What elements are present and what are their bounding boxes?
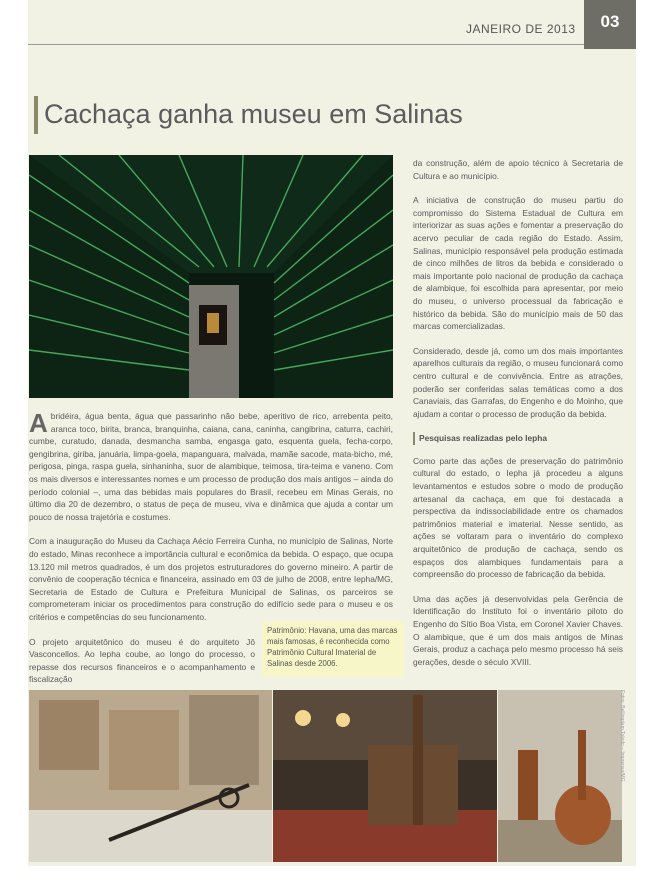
drop-cap: A [29, 408, 48, 438]
bottle-room-photo [29, 155, 393, 398]
article-paragraph-text: bridéira, água benta, água que passarinho não bebe, aperitivo de rico, arrebenta peito, aranca toco, birita, branca, branquinha, caiana, cana, caninha, cangibrina, caturra, cachiri, cumbe, curatudo, danada, desmancha samba, engasga gato, esquenta guela, fecha-corpo, gengibrina, giriba, januária, limpa-goela, mapanguara, malvada, mamãe sacode, mata-bicho, mé, perigosa, pinga, raspa guela, sinhaninha, suor de alambique, teimosa, tira-teima e vaneno. Com os mais diversos e interessantes nomes e um processo de produção dos mais antigos – ainda do período colonial –, uma das bebidas mais populares do Brasil, recebeu em Minas Gerais, no último dia 20 de dezembro, o status de peça de museu, viva e dinâmica que ajuda a contar um pouco de nossa trajetória e costumes. [29, 411, 393, 522]
issue-date: JANEIRO DE 2013 [466, 22, 576, 36]
article-paragraph: Como parte das ações de preservação do patrimônio cultural do estado, o Iepha já procedeu a alguns levantamentos e estudos sobre o modo de produção artesanal da cachaça, em que foi destacada a perspectiva da indissociabilidade entre os chamados patrimônios material e imaterial. Nesse sentido, as ações se voltaram para o inventário do complexo arquitetônico de produção de cachaça, sendo os espaços dos alambiques fundamentais para a compreensão do processo de fabricação da bebida. [413, 455, 623, 580]
mural-plough-photo [29, 690, 272, 862]
header-divider [28, 44, 584, 45]
patrimony-note-box: Patrimônio: Havana, uma das marcas mais famosas, é reconhecida como Patrimônio Cultural Imaterial de Salinas desde 2006. [262, 621, 404, 677]
engine-room-photo [273, 690, 497, 862]
article-paragraph: O projeto arquitetônico do museu é do arquiteto Jô Vasconcellos. Ao Iepha coube, ao longo do processo, o repasse dos recursos financeiros e o acompanhamento e fiscalização [29, 636, 255, 685]
article-title: Cachaça ganha museu em Salinas [44, 99, 463, 129]
page-number: 03 [584, 0, 636, 49]
section-subheading: Pesquisas realizadas pelo Iepha [413, 432, 623, 445]
photo-credit: Fotos: Bellimplam Toledo – Imprensa/MG [619, 690, 625, 782]
title-accent-bar [34, 96, 38, 134]
article-paragraph: Considerado, desde já, como um dos mais importantes aparelhos culturais da região, o museu funcionará como centro cultural e de convivência. Entre as atrações, poderão ser conferidas salas temáticas como a dos Canaviais, das Garrafas, do Engenho e do Moinho, que ajudam a contar o processo de produção da bebida. [413, 345, 623, 419]
article-paragraph: A iniciativa de construção do museu partiu do compromisso do Sistema Estadual de Cultura em interiorizar as suas ações e fomentar a preservação do acervo peculiar de cada região do Estado. Assim, Salinas, município responsável pela produção estimada de cinco milhões de litros da bebida e considerado o mais importante polo nacional de produção da cachaça de alambique, foi escolhida para apresentar, por meio do museu, o universo processual da fabricação e histórico da bebida. São do município mais de 50 das marcas comercializadas. [413, 195, 623, 332]
article-paragraph: Com a inauguração do Museu da Cachaça Aécio Ferreira Cunha, no município de Salinas, Norte do estado, Minas reconhece a importância cultural e econômica da bebida. O espaço, que ocupa 13.120 mil metros quadrados, é um dos projetos estruturadores do governo mineiro. A partir de convênio de cooperação técnica e financeira, assinado em 03 de julho de 2008, entre Iepha/MG, Secretaria de Estado de Cultura e Prefeitura Municipal de Salinas, os parceiros se comprometeram iniciar os procedimentos para construção do edifício sede para o museu e os critérios e competências do seu funcionamento. [29, 536, 393, 622]
article-paragraph: da construção, além de apoio técnico à Secretaria de Cultura e ao município. [413, 158, 623, 181]
copper-still-photo [498, 690, 622, 862]
article-paragraph: Uma das ações já desenvolvidas pela Gerência de Identificação do Instituto foi o inventário piloto do Engenho do Sítio Boa Vista, em Coronel Xavier Chaves. O alambique, que é um dos mais antigos de Minas Gerais, produz a cachaça pelo mesmo processo há seis gerações, desde o século XVIII. [413, 593, 623, 667]
article-paragraph [29, 410, 393, 523]
article-right-column [413, 157, 623, 680]
